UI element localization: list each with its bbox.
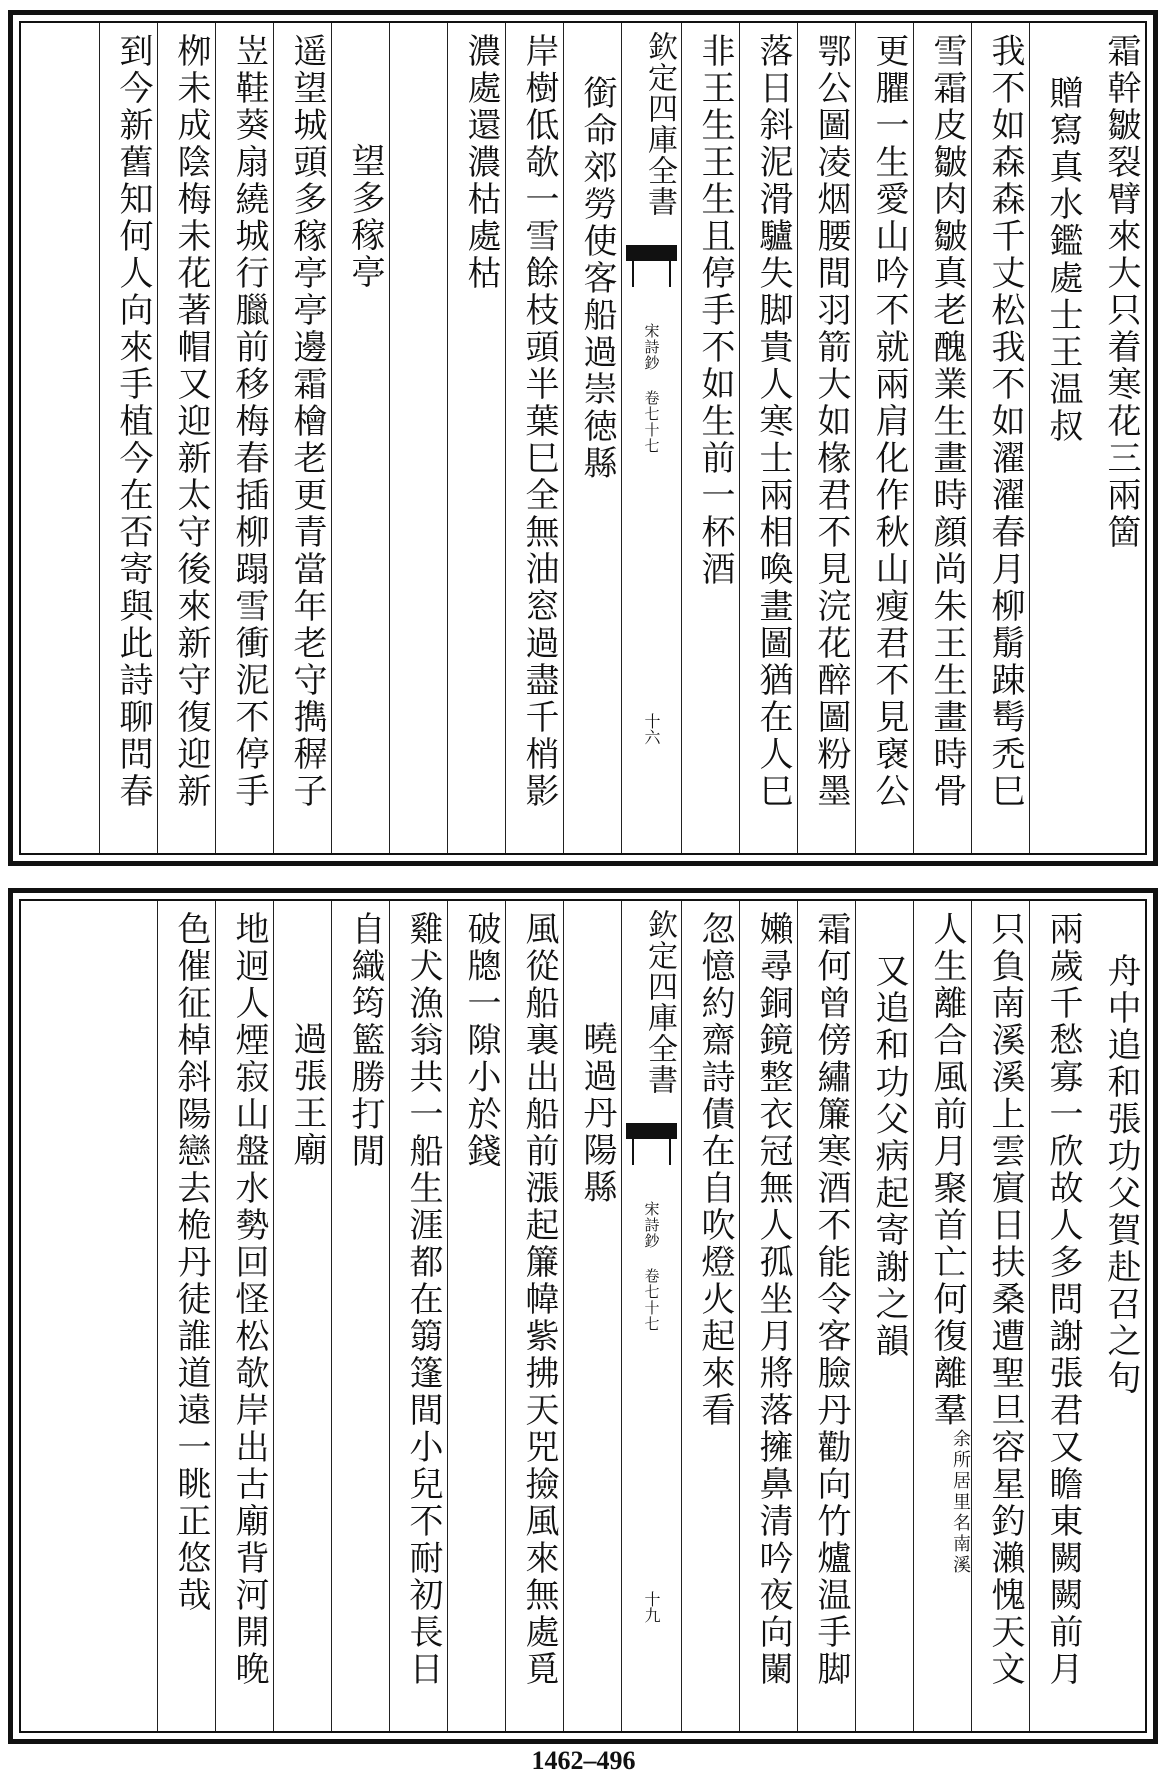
text-column: [331, 23, 389, 853]
column-text: 破牕一隙小於錢: [461, 911, 501, 1170]
poem-title: 曉過丹陽縣: [577, 1021, 617, 1206]
column-text: 更臞一生愛山吟不就兩肩化作秋山瘦君不見襃公: [869, 33, 909, 810]
margin-column: [19, 23, 99, 853]
text-column: [1029, 23, 1087, 853]
text-column: [157, 23, 215, 853]
top-page-panel: [8, 10, 1158, 866]
text-column: [913, 901, 971, 1731]
blank-column: [389, 23, 447, 853]
column-text: 濃處還濃枯處枯: [461, 33, 501, 292]
spine-title: 欽定四庫全書: [642, 909, 677, 1095]
poem-title: 舟中追和張功父賀赴召之句: [1101, 953, 1141, 1397]
text-column: [215, 901, 273, 1731]
text-column: [563, 901, 621, 1731]
fishtail-mark: [632, 261, 671, 287]
center-spine: [621, 23, 681, 853]
column-text: 岦鞋葵扇繞城行臘前移梅春插柳蹋雪衝泥不停手: [229, 33, 269, 810]
column-text: 鄂公圖凌烟腰間羽箭大如椽君不見浣花醉圖粉墨: [811, 33, 851, 810]
bottom-page-panel: [8, 888, 1158, 1744]
text-column: [913, 23, 971, 853]
poem-title: 又追和功父病起寄謝之韻: [869, 953, 909, 1360]
column-text: 只負南溪溪上雲賔日扶桑遭聖旦容星釣瀨愧天文: [985, 911, 1025, 1688]
poem-title: 銜命郊勞使客船過崇徳縣: [577, 75, 617, 482]
text-column: [273, 901, 331, 1731]
text-column: [797, 901, 855, 1731]
column-text: 非王生王生且停手不如生前一杯酒: [695, 33, 735, 588]
column-text: 霜幹皺裂臂來大只着寒花三兩箇: [1101, 33, 1141, 551]
text-column: [971, 23, 1029, 853]
text-column: [971, 901, 1029, 1731]
column-text: 到今新舊知何人向來手植今在否寄與此詩聊問春: [113, 33, 153, 810]
inline-annotation: 余所居里名南溪: [950, 1429, 971, 1576]
column-text: 霜何曾傍繡簾寒酒不能令客臉丹勸向竹爐温手脚: [811, 911, 851, 1688]
text-column: [99, 23, 157, 853]
text-column: [1087, 901, 1145, 1731]
column-text: 栁未成陰梅未花著帽又迎新太守後來新守復迎新: [171, 33, 211, 810]
column-text: 嬾尋銅鏡整衣冠無人孤坐月將落擁鼻清吟夜向闌: [753, 911, 793, 1688]
text-column: [389, 901, 447, 1731]
text-column: [331, 901, 389, 1731]
spine-volume: 宋詩鈔 卷七十七: [642, 1201, 661, 1332]
column-text: 自織筠籃勝打閒: [345, 911, 385, 1170]
column-text: 地迥人煙寂山盤水勢回怪松欹岸出古廟背河開晚: [229, 911, 269, 1688]
text-column: [681, 901, 739, 1731]
text-column: [855, 23, 913, 853]
text-column: [739, 901, 797, 1731]
spine-title: 欽定四庫全書: [642, 31, 677, 217]
fishtail-mark: [632, 1139, 671, 1165]
text-column: [1087, 23, 1145, 853]
center-spine: [621, 901, 681, 1731]
spine-page-number: 十六: [642, 713, 661, 745]
column-text: 風從船裏出船前漲起簾幃紫拂天兕撿風來無處覓: [519, 911, 559, 1688]
bottom-page-frame: [19, 899, 1147, 1733]
fishtail-mark: [626, 245, 677, 261]
page-number-footer: 1462–496: [531, 1746, 636, 1775]
column-text: 色催征棹斜陽戀去桅丹徒誰道遠一眺正悠哉: [171, 911, 211, 1614]
column-text: 兩歲千愁寡一欣故人多問謝張君又瞻東闕闕前月: [1043, 911, 1083, 1688]
text-column: [447, 901, 505, 1731]
text-column: [563, 23, 621, 853]
text-column: [855, 901, 913, 1731]
column-text: 忽憶約齋詩債在自吹燈火起來看: [695, 911, 735, 1429]
column-text: 遥望城頭多稼亭亭邊霜檜老更青當年老守擕稺子: [287, 33, 327, 810]
spine-volume: 宋詩鈔 卷七十七: [642, 323, 661, 454]
top-page-frame: [19, 21, 1147, 855]
poem-title: 過張王廟: [287, 1021, 327, 1169]
margin-column: [19, 901, 157, 1731]
poem-title: 贈寫真水鑑處士王温叔: [1043, 75, 1083, 445]
text-column: [215, 23, 273, 853]
text-column: [1029, 901, 1087, 1731]
poem-title: 望多稼亭: [345, 143, 385, 291]
text-column: [739, 23, 797, 853]
spine-page-number: 十九: [642, 1591, 661, 1623]
column-text: 雪霜皮皺肉皺真老醜業生畫時顔尚朱王生畫時骨: [927, 33, 967, 810]
text-column: [797, 23, 855, 853]
column-text: 我不如森森千丈松我不如濯濯春月柳鬅踈髩禿巳: [985, 33, 1025, 810]
fishtail-mark: [626, 1123, 677, 1139]
text-column: [447, 23, 505, 853]
column-text: 岸樹低欹一雪餘枝頭半葉巳全無油窓過盡千梢影: [519, 33, 559, 810]
text-column: [157, 901, 215, 1731]
column-text: 落日斜泥滑驢失脚貴人寒士兩相喚畫圖猶在人巳: [753, 33, 793, 810]
column-with-note: [914, 911, 971, 1576]
text-column: [273, 23, 331, 853]
text-column: [505, 901, 563, 1731]
text-column: [505, 23, 563, 853]
column-text: 人生離合風前月聚首亡何復離羣: [927, 911, 967, 1429]
text-column: [681, 23, 739, 853]
column-text: 雞犬漁翁共一船生涯都在篛篷間小兒不耐初長日: [403, 911, 443, 1688]
